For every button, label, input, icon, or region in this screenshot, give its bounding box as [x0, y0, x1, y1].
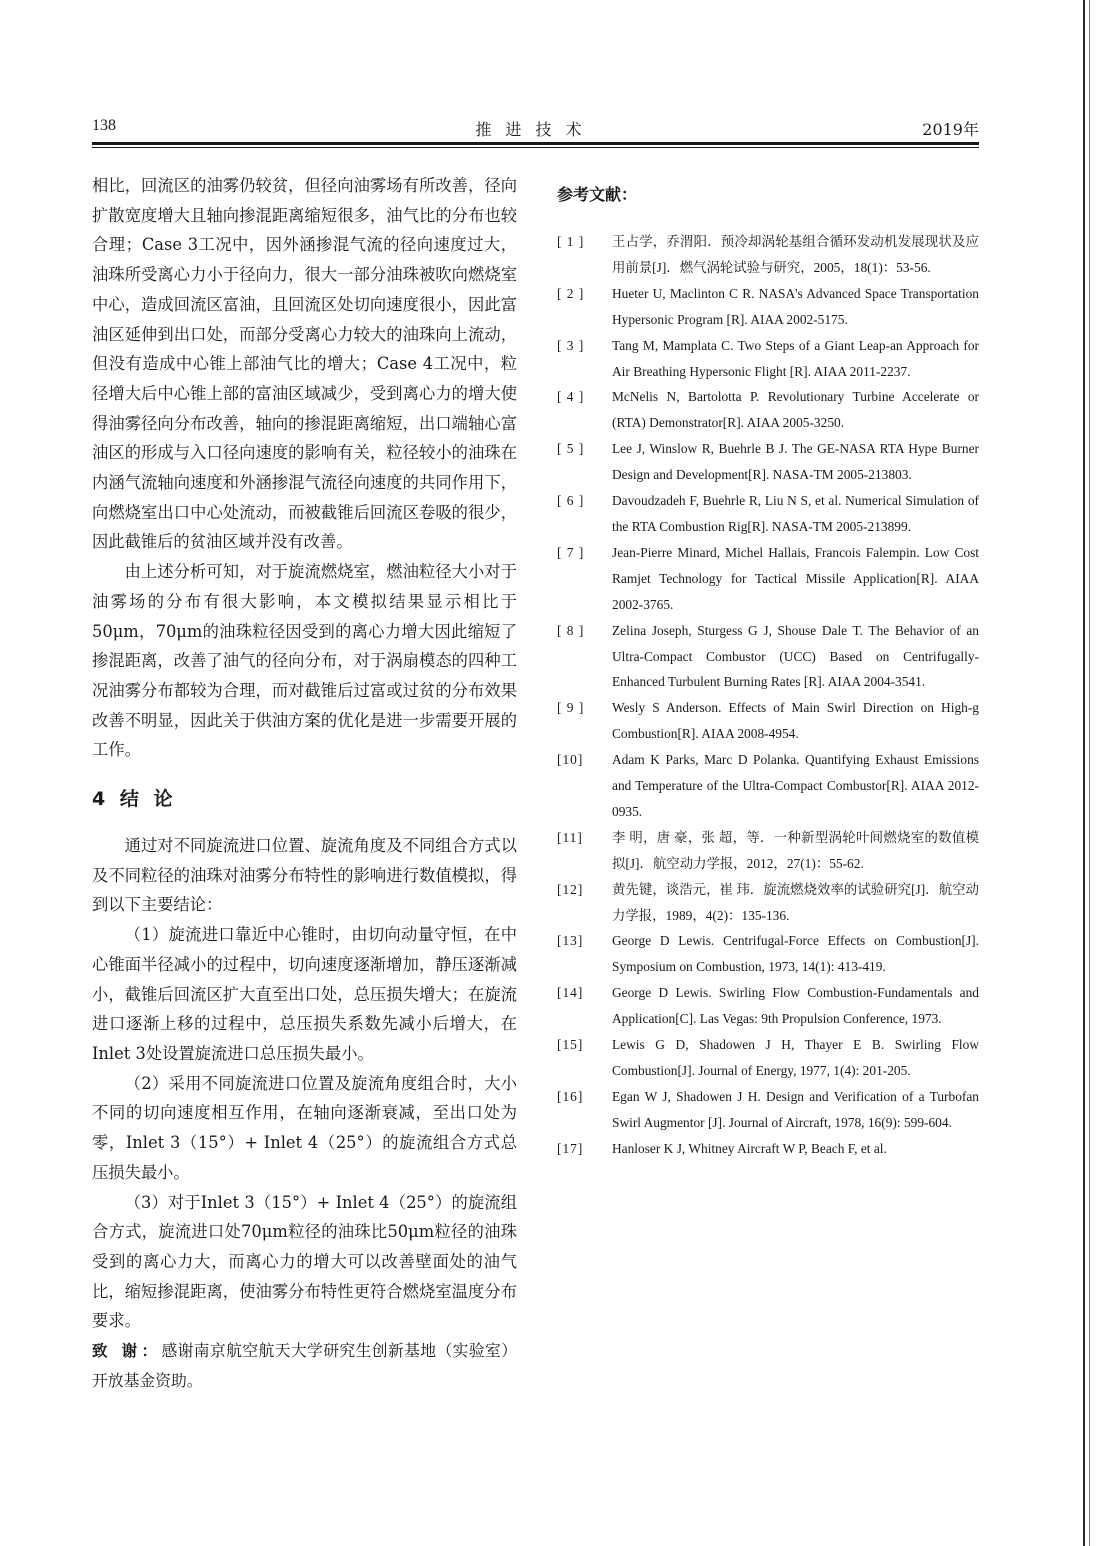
acknowledgement	[92, 1336, 517, 1396]
reference-item	[557, 281, 979, 333]
reference-number: [12]	[557, 881, 584, 897]
reference-item	[557, 540, 979, 618]
reference-number: [13]	[557, 933, 584, 949]
reference-number: [ 4 ]	[557, 389, 585, 405]
header-rule	[92, 142, 979, 145]
reference-number: [ 2 ]	[557, 285, 585, 301]
reference-item	[557, 825, 979, 877]
reference-text: Hueter U, Maclinton C R. NASA's Advanced Space Transportation Hypersonic Program [R]. AIAA 2002-5175.	[612, 285, 979, 327]
reference-text: Zelina Joseph, Sturgess G J, Shouse Dale T. The Behavior of an Ultra-Compact Combustor (UCC) Based on Centrifugally-Enhanced Turbulent Burning Rates [R]. AIAA 2004-3541.	[612, 622, 979, 690]
reference-number: [17]	[557, 1140, 584, 1156]
reference-text: Jean-Pierre Minard, Michel Hallais, Francois Falempin. Low Cost Ramjet Technology for Tactical Missile Application[R]. AIAA 2002-3765.	[612, 544, 979, 612]
right-column	[557, 182, 979, 1162]
reference-text: Wesly S Anderson. Effects of Main Swirl Direction on High-g Combustion[R]. AIAA 2008-4954.	[612, 700, 979, 742]
body-paragraph: 由上述分析可知，对于旋流燃烧室，燃油粒径大小对于油雾场的分布有很大影响，本文模拟结果显示相比于50μm，70μm的油珠粒径因受到的离心力增大因此缩短了掺混距离，改善了油气的径向分布，对于涡扇模态的四种工况油雾分布都较为合理，而对截锥后过富或过贫的分布效果改善不明显，因此关于供油方案的优化是进一步需要开展的工作。	[92, 562, 517, 760]
acknowledgement-label: 致 谢：	[92, 1342, 162, 1361]
reference-number: [14]	[557, 985, 584, 1001]
header-rule-thin	[92, 147, 979, 148]
page-number: 138	[92, 117, 116, 134]
reference-item	[557, 877, 979, 929]
reference-text: 王占学，乔渭阳．预冷却涡轮基组合循环发动机发展现状及应用前景[J]．燃气涡轮试验与研究，2005，18(1)：53-56.	[612, 234, 979, 275]
body-paragraph: 相比，回流区的油雾仍较贫，但径向油雾场有所改善，径向扩散宽度增大且轴向掺混距离缩短很多，油气比的分布也较合理；Case 3工况中，因外涵掺混气流的径向速度过大，油珠所受离心力小于径向力，很大一部分油珠被吹向燃烧室中心，造成回流区富油，且回流区处切向速度很小，因此富油区延伸到出口处，而部分受离心力较大的油珠向上流动，但没有造成中心锥上部油气比的增大；Case 4工况中，粒径增大后中心锥上部的富油区域减少，受到离心力的增大使得油雾径向分布改善，轴向的掺混距离缩短，出口端轴心富油区的形成与入口径向速度的影响有关，粒径较小的油珠在内涵气流轴向速度和外涵掺混气流径向速度的共同作用下，向燃烧室出口中心处流动，而被截锥后回流区卷吸的很少，因此截锥后的贫油区域并没有改善。	[92, 176, 517, 552]
left-column	[92, 171, 517, 1396]
reference-item	[557, 1136, 979, 1162]
reference-text: Tang M, Mamplata C. Two Steps of a Giant Leap-an Approach for Air Breathing Hypersonic Flight [R]. AIAA 2011-2237.	[612, 337, 979, 379]
reference-item	[557, 1032, 979, 1084]
reference-number: [ 3 ]	[557, 337, 585, 353]
reference-number: [ 7 ]	[557, 544, 585, 560]
conclusion-item: （2）采用不同旋流进口位置及旋流角度组合时，大小不同的切向速度相互作用，在轴向逐渐衰减，至出口处为零，Inlet 3（15°）+ Inlet 4（25°）的旋流组合方式总压损失最小。	[92, 1073, 517, 1182]
reference-number: [15]	[557, 1037, 584, 1053]
reference-item	[557, 980, 979, 1032]
reference-item	[557, 229, 979, 281]
reference-text: George D Lewis. Centrifugal-Force Effects on Combustion[J]. Symposium on Combustion, 1973, 14(1): 413-419.	[612, 933, 979, 975]
reference-list	[557, 229, 979, 1162]
reference-text: McNelis N, Bartolotta P. Revolutionary Turbine Accelerate or (RTA) Demonstrator[R]. AIAA 2005-3250.	[612, 389, 979, 431]
reference-item	[557, 384, 979, 436]
reference-text: George D Lewis. Swirling Flow Combustion-Fundamentals and Application[C]. Las Vegas: 9th Propulsion Conference, 1973.	[612, 985, 979, 1027]
reference-item	[557, 695, 979, 747]
reference-item	[557, 928, 979, 980]
references-heading: 参考文献：	[557, 185, 638, 204]
reference-number: [10]	[557, 752, 584, 768]
reference-item	[557, 436, 979, 488]
reference-number: [11]	[557, 829, 583, 845]
acknowledgement-text: 感谢南京航空航天大学研究生创新基地（实验室）开放基金资助。	[92, 1341, 517, 1391]
conclusion-item: （3）对于Inlet 3（15°）+ Inlet 4（25°）的旋流组合方式，旋流进口处70μm粒径的油珠比50μm粒径的油珠受到的离心力大，而离心力的增大可以改善壁面处的油气比，缩短掺混距离，使油雾分布特性更符合燃烧室温度分布要求。	[92, 1192, 517, 1331]
reference-text: Hanloser K J, Whitney Aircraft W P, Beach F, et al.	[612, 1140, 887, 1156]
reference-text: Adam K Parks, Marc D Polanka. Quantifying Exhaust Emissions and Temperature of the Ultra-Compact Combustor[R]. AIAA 2012-0935.	[612, 752, 979, 819]
page-edge-line-inner	[1089, 0, 1090, 1546]
reference-number: [ 1 ]	[557, 234, 585, 249]
page-edge-line	[1083, 0, 1085, 1546]
conclusion-item: （1）旋流进口靠近中心锥时，由切向动量守恒，在中心锥面半径减小的过程中，切向速度逐渐增加，静压逐渐减小，截锥后回流区扩大直至出口处，总压损失增大；在旋流进口逐渐上移的过程中，总压损失系数先减小后增大，在Inlet 3处设置旋流进口总压损失最小。	[92, 925, 517, 1063]
reference-number: [ 8 ]	[557, 622, 585, 638]
reference-number: [ 5 ]	[557, 441, 585, 457]
reference-text: Egan W J, Shadowen J H. Design and Verification of a Turbofan Swirl Augmentor [J]. Journal of Aircraft, 1978, 16(9): 599-604.	[612, 1088, 979, 1130]
reference-number: [16]	[557, 1088, 584, 1104]
reference-item	[557, 618, 979, 696]
reference-text: 黄先键，谈浩元，崔 玮．旋流燃烧效率的试验研究[J]．航空动力学报，1989，4(2)：135-136.	[612, 881, 979, 923]
body-paragraph: 通过对不同旋流进口位置、旋流角度及不同组合方式以及不同粒径的油珠对油雾分布特性的影响进行数值模拟，得到以下主要结论：	[92, 836, 517, 915]
reference-text: Davoudzadeh F, Buehrle R, Liu N S, et al. Numerical Simulation of the RTA Combustion Rig[R]. NASA-TM 2005-213899.	[612, 493, 979, 534]
section-heading: 4 结 论	[92, 788, 177, 811]
publication-year: 2019年	[922, 120, 979, 139]
running-header	[92, 115, 979, 145]
reference-item	[557, 1084, 979, 1136]
reference-text: Lewis G D, Shadowen J H, Thayer E B. Swirling Flow Combustion[J]. Journal of Energy, 1977, 1(4): 201-205.	[612, 1037, 979, 1078]
reference-text: Lee J, Winslow R, Buehrle B J. The GE-NASA RTA Hype Burner Design and Development[R]. NASA-TM 2005-213803.	[612, 441, 979, 483]
reference-text: 李 明，唐 豪，张 超，等．一种新型涡轮叶间燃烧室的数值模拟[J]．航空动力学报，2012，27(1)：55-62.	[612, 829, 979, 871]
reference-number: [ 6 ]	[557, 493, 585, 509]
journal-title: 推进技术	[475, 120, 596, 139]
reference-item	[557, 488, 979, 540]
reference-item	[557, 747, 979, 825]
reference-item	[557, 333, 979, 385]
reference-number: [ 9 ]	[557, 700, 585, 716]
